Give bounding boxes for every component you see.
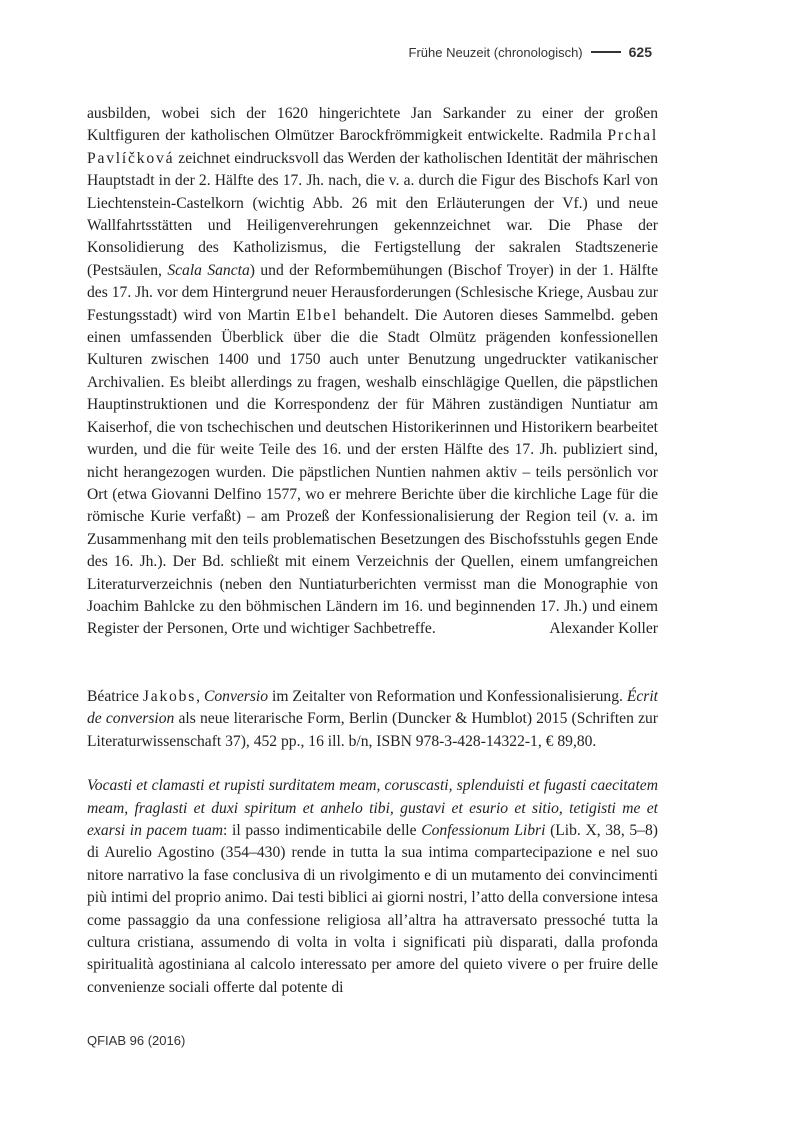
page-number: 625 xyxy=(628,44,652,60)
reviewer-signature: Alexander Koller xyxy=(549,620,658,638)
review-body: ausbilden, wobei sich der 1620 hingerichtete Jan Sarkander zu einer der großen Kultfiguren der katholischen Olmützer Barockfrömmigkeit entwickelte. Radmila Prchal Pavlíčková zeichnet eindrucksvoll das Werden der katholischen Identität der mährischen Hauptstadt in der 2. Hälfte des 17. Jh. nach, die v. a. durch die Figur des Bischofs Karl von Liechtenstein-Castelkorn (wichtig Abb. 26 mit den Erläuterungen der Vf.) und neue Wallfahrtsstätten und Heiligenverehrungen gekennzeichnet war. Die Phase der Konsolidierung des Katholizismus, die Fertigstellung der sakralen Stadtszenerie (Pestsäulen, Scala Sancta) und der Reformbemühungen (Bischof Troyer) in der 1. Hälfte des 17. Jh. vor dem Hintergrund neuer Herausforderungen (Schlesische Kriege, Ausbau zur Festungsstadt) wird von Martin Elbel behandelt. Die Autoren dieses Sammelbd. geben einen umfassenden Überblick über die die Stadt Olmütz prägenden konfessionellen Kulturen zwischen 1400 und 1750 auch unter Benutzung ungedruckter vatikanischer Archivalien. Es bleibt allerdings zu fragen, weshalb einschlägige Quellen, die päpstlichen Hauptinstruktionen und die Korrespondenz der für Mähren zuständigen Nuntiatur am Kaiserhof, die von tschechischen und deutschen Historikerinnen und Historikern bearbeitet wurden, und die für weite Teile des 16. und der ersten Hälfte des 17. Jh. publiziert sind, nicht herangezogen wurden. Die päpstlichen Nuntien nahmen aktiv – teils persönlich vor Ort (etwa Giovanni Delfino 1577, wo er mehrere Berichte über die kirchliche Lage für die römische Kurie verfaßt) – am Prozeß der Konfessionalisierung der Region teil (v. a. im Zusammenhang mit den teils problematischen Besetzungen des Bischofsstuhls gegen Ende des 16. Jh.). Der Bd. schließt mit einem Verzeichnis der Quellen, einem umfangreichen Literaturverzeichnis (neben den Nuntiaturberichten vermisst man die Monographie von Joachim Bahlcke zu den böhmischen Ländern im 16. und beginnenden 17. Jh.) und einem Register der Personen, Orte und wichtiger Sachbetreffe. Alexander Koller xyxy=(87,103,658,641)
author-name: Jakobs xyxy=(142,688,197,705)
author-name: Elbel xyxy=(296,306,338,324)
section-title: Frühe Neuzeit (chronologisch) xyxy=(408,44,583,60)
latin-quote: Vocasti et clamasti et rupisti surditatem meam, coruscasti, splenduisti et fugasti caecitatem meam, fraglasti et duxi spiritum et anhelo tibi, gustavi et esurio et sitio, tetigisti me et exarsi in pacem tuam xyxy=(87,777,658,840)
header-rule xyxy=(591,51,621,53)
review-entry xyxy=(87,686,658,999)
running-header xyxy=(409,44,653,60)
review-continued xyxy=(87,103,658,641)
review-body: Vocasti et clamasti et rupisti surditatem meam, coruscasti, splenduisti et fugasti caecitatem meam, fraglasti et duxi spiritum et anhelo tibi, gustavi et esurio et sitio, tetigisti me et exarsi in pacem tuam: il passo indimenticabile delle Confessionum Libri (Lib. X, 38, 5–8) di Aurelio Agostino (354–430) rende in tutta la sua intima compartecipazione e nel suo nitore narrativo la fase conclusiva di un rivolgimento e di un mutamento dei convincimenti più intimi del proprio animo. Dai testi biblici ai giorni nostri, l’atto della conversione intesa come passaggio da una confessione religiosa all’altra ha attraversato pressoché tutta la cultura cristiana, assumendo di volta in volta i significati più disparati, dalla profonda spiritualità agostiniana al calcolo interessato per amore del quieto vivere o per fruire delle convenienze sociali offerte dal potente di xyxy=(87,777,658,996)
journal-footer: QFIAB 96 (2016) xyxy=(87,1033,186,1048)
author-name: Prchal Pavlíčková xyxy=(87,127,658,167)
book-citation: Béatrice Jakobs, Conversio im Zeitalter von Reformation und Konfessionalisierung. Écrit de conversion als neue literarische Form, Berlin (Duncker & Humblot) 2015 (Schriften zur Literaturwissenschaft 37), 452 pp., 16 ill. b/n, ISBN 978-3-428-14322-1, € 89,80. xyxy=(87,688,659,750)
